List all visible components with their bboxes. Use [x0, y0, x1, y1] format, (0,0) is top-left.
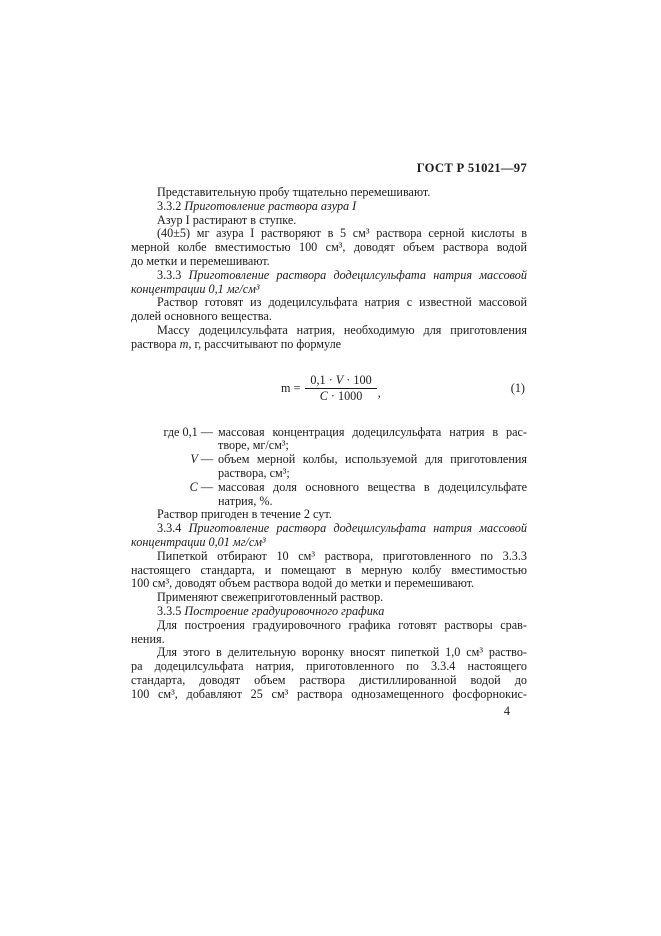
definition-row [131, 467, 527, 481]
text-segment: 3.3.2 [157, 198, 185, 213]
text-segment: 100 см³, добавляют 25 см³ раствора однозамещенного фосфорнокис- [131, 686, 527, 701]
text-column [131, 161, 527, 702]
text-segment: стандарта, доводят объем раствора дистиллированной водой до [131, 672, 527, 687]
page-number: 4 [503, 704, 510, 718]
text-segment: m [179, 336, 189, 351]
text-segment: массовая концентрация додецилсульфата натрия в рас- [218, 424, 527, 439]
text-segment: Построение градуировочного графика [184, 603, 385, 618]
text-line [131, 591, 527, 605]
text-line [131, 550, 527, 564]
text-line [131, 241, 527, 255]
text-line [131, 633, 527, 647]
text-line [131, 605, 527, 619]
definition-desc [218, 481, 527, 495]
equation-number: (1) [510, 380, 525, 395]
numerator-coeff: 0,1 · [310, 372, 336, 387]
text-segment: C [189, 479, 198, 494]
text-line [131, 214, 527, 228]
definition-desc [218, 426, 527, 440]
text-line [131, 296, 527, 310]
numerator-factor: · 100 [343, 372, 372, 387]
formula-denominator [305, 389, 376, 403]
definition-term [131, 453, 213, 467]
text-segment: V [190, 452, 198, 467]
text-segment: Раствор готовят из додецилсульфата натрия с известной массовой [157, 295, 527, 310]
numerator-variable: V [335, 372, 344, 387]
definition-desc [218, 467, 527, 481]
text-segment: Массу додецилсульфата натрия, необходимую для приготовления [157, 322, 527, 337]
text-segment: 3.3.5 [157, 603, 185, 618]
text-segment: Представительную пробу тщательно перемешивают. [157, 185, 431, 199]
definition-term [131, 467, 213, 481]
definition-row [131, 439, 527, 453]
text-segment: Пипеткой отбирают 10 см³ раствора, приготовленного по 3.3.3 [157, 548, 527, 563]
text-segment: 3.3.3 [157, 267, 189, 282]
text-segment: Приготовление раствора додецилсульфата натрия массовой [188, 521, 527, 536]
text-segment: объем мерной колбы, используемой для приготовления [218, 452, 527, 467]
formula-lhs: m = [281, 380, 301, 395]
text-line [131, 255, 527, 269]
definition-desc [218, 439, 527, 453]
formula-numerator [305, 374, 376, 389]
text-line [131, 688, 527, 702]
text-segment: где 0,1 — [163, 424, 213, 439]
definition-row [131, 481, 527, 495]
text-segment: ра додецилсульфата натрия, приготовленного по 3.3.4 настоящего [131, 659, 527, 674]
text-segment: концентрации 0,1 мг/см³ [131, 281, 260, 296]
text-segment: до метки и перемешивают. [131, 253, 270, 268]
text-segment: настоящего стандарта, и помещают в мерную колбу вместимостью [131, 562, 527, 577]
text-line [131, 674, 527, 688]
text-segment: Для этого в делительную воронку вносят пипеткой 1,0 см³ раство- [157, 645, 527, 660]
body-lines-top [131, 186, 527, 352]
text-line [131, 536, 527, 550]
text-line [131, 283, 527, 297]
text-line [131, 338, 527, 352]
definition-row [131, 495, 527, 509]
text-segment: концентрации 0,01 мг/см³ [131, 534, 266, 549]
text-segment: Приготовление раствора азура I [184, 198, 357, 213]
formula-fraction [305, 374, 376, 403]
formula-comma: , [377, 385, 381, 400]
definition-term [131, 439, 213, 453]
text-segment: творе, мг/см³; [218, 438, 289, 453]
text-line [131, 227, 527, 241]
text-line [131, 577, 527, 591]
text-segment: Приготовление раствора додецилсульфата натрия массовой [188, 267, 527, 282]
text-segment: — [197, 452, 213, 467]
denominator-factor: · 1000 [327, 388, 363, 403]
text-segment: мерной колбе вместимостью 100 см³, доводят объем раствора водой [131, 240, 527, 255]
formula-block [131, 352, 527, 426]
denominator-variable: C [319, 388, 328, 403]
text-line [131, 564, 527, 578]
text-line [131, 200, 527, 214]
text-segment: раствора [131, 336, 180, 351]
text-segment: , г, рассчитывают по формуле [188, 336, 342, 351]
text-line [131, 646, 527, 660]
text-segment: Азур I растирают в ступке. [157, 212, 297, 227]
text-segment: долей основного вещества. [131, 309, 272, 324]
text-line [131, 619, 527, 633]
text-segment: Применяют свежеприготовленный раствор. [157, 590, 384, 605]
text-segment: 3.3.4 [157, 521, 189, 536]
text-line [131, 310, 527, 324]
text-line [131, 508, 527, 522]
body-lines-bottom [131, 426, 527, 702]
definition-desc [218, 453, 527, 467]
text-segment: — [197, 479, 213, 494]
definition-term [131, 481, 213, 495]
definition-term [131, 426, 213, 440]
text-line [131, 186, 527, 200]
text-line [131, 269, 527, 283]
running-header: ГОСТ Р 51021—97 [416, 161, 527, 175]
text-segment: массовая доля основного вещества в додецилсульфате [218, 479, 527, 494]
text-segment: раствора, см³; [218, 465, 290, 480]
definition-term [131, 495, 213, 509]
text-segment: Для построения градуировочного графика готовят растворы срав- [157, 617, 527, 632]
formula-equation [281, 374, 381, 403]
text-line [131, 660, 527, 674]
text-line [131, 522, 527, 536]
text-segment: нения. [131, 631, 165, 646]
text-segment: (40±5) мг азура I растворяют в 5 см³ раствора серной кислоты в [157, 226, 527, 241]
text-line [131, 324, 527, 338]
text-segment: натрия, %. [218, 493, 273, 508]
definition-row [131, 426, 527, 440]
text-segment: Раствор пригоден в течение 2 сут. [157, 507, 332, 522]
definition-row [131, 453, 527, 467]
text-segment: 100 см³, доводят объем раствора водой до метки и перемешивают. [131, 576, 475, 591]
definition-desc [218, 495, 527, 509]
